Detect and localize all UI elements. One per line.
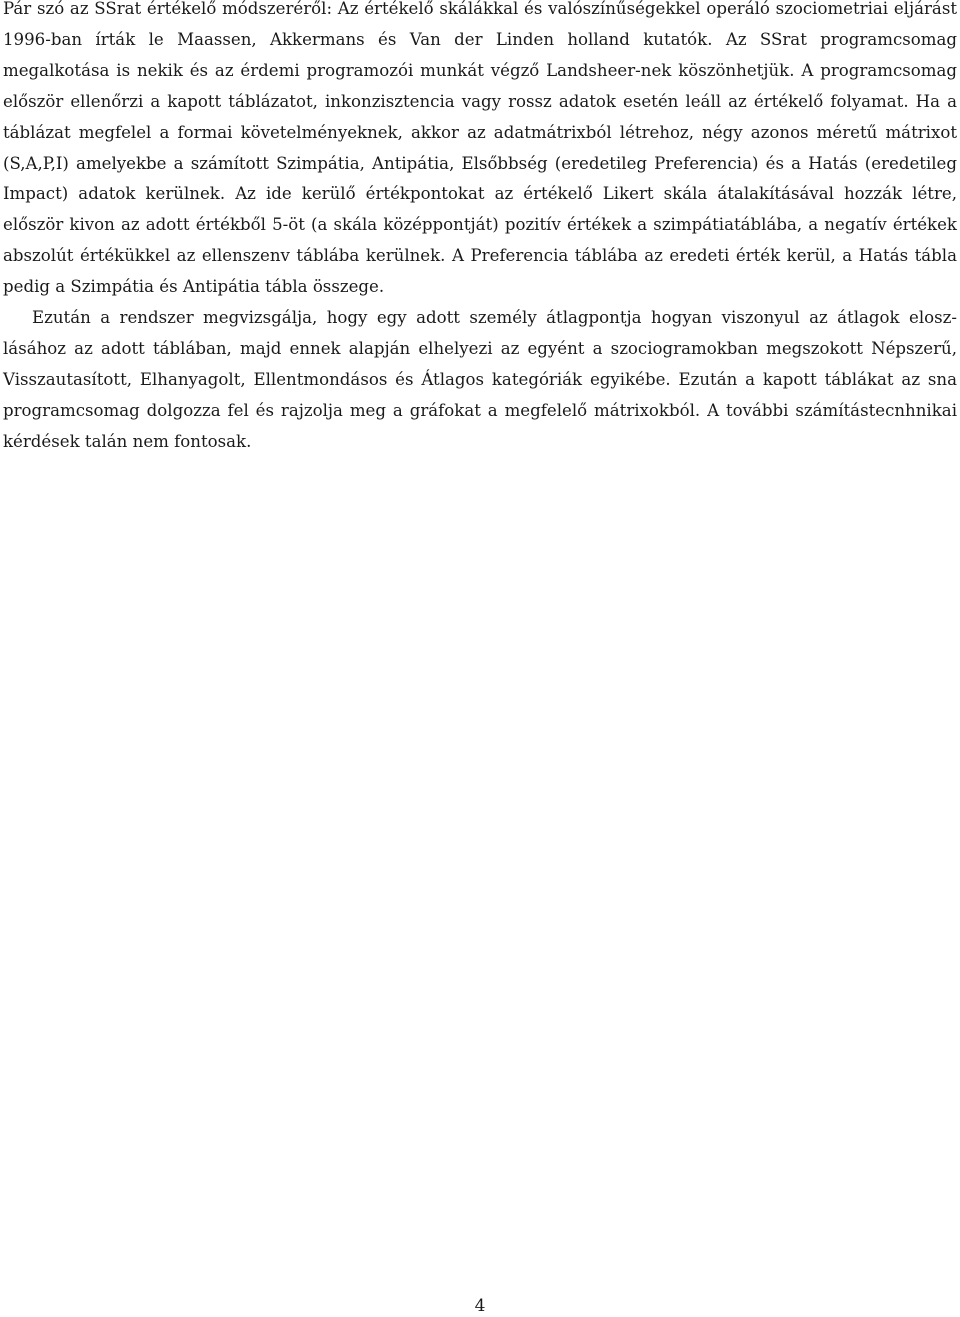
document-page: [3, 0, 957, 458]
paragraph-classification: Ezután a rendszer megvizsgálja, hogy egy adott személy átlagpontja hogyan viszonyul az átlagok eloszlásához az adott táblában, majd ennek alapján elhelyezi az egyént a szociogramokban megszokott Népszerű, Visszautasított, Elhanyagolt, Ellentmondásos és Átlagos kategóriák egyikébe. Ezután a kapott táblákat az sna programcsomag dolgozza fel és rajzolja meg a gráfokat a megfelelő mátrixokból. A további számítástecnhnikai kérdések talán nem fontosak.: [3, 308, 957, 451]
page-number: 4: [474, 1296, 486, 1316]
paragraph-ssrat-method: Pár szó az SSrat értékelő módszeréről: Az értékelő skálákkal és valószínűségekkel operáló szociometriai eljárást 1996-ban írták le Maassen, Akkermans és Van der Linden holland kutatók. Az SSrat programcsomag megalkotása is nekik és az érdemi programozói munkát végző Landsheer-nek köszönhetjük. A programcsomag először ellenőrzi a kapott táblázatot, inkonzisztencia vagy rossz adatok esetén leáll az értékelő folyamat. Ha a táblázat megfelel a formai követelményeknek, akkor az adatmátrixból létrehoz, négy azonos méretű mátrixot (S,A,P,I) amelyekbe a számított Szimpátia, Antipátia, Elsőbbség (eredetileg Preferencia) és a Hatás (eredetileg Impact) adatok kerülnek. Az ide kerülő értékpontokat az értékelő Likert skála átalakításával hozzák létre, először kivon az adott értékből 5-öt (a skála középpontját) pozitív értékek a szimpátiatáblába, a negatív értékek abszolút értékükkel az ellenszenv táblába kerülnek. A Preferencia táblába az eredeti érték kerül, a Hatás tábla pedig a Szimpátia és Antipátia tábla összege.: [3, 0, 957, 297]
